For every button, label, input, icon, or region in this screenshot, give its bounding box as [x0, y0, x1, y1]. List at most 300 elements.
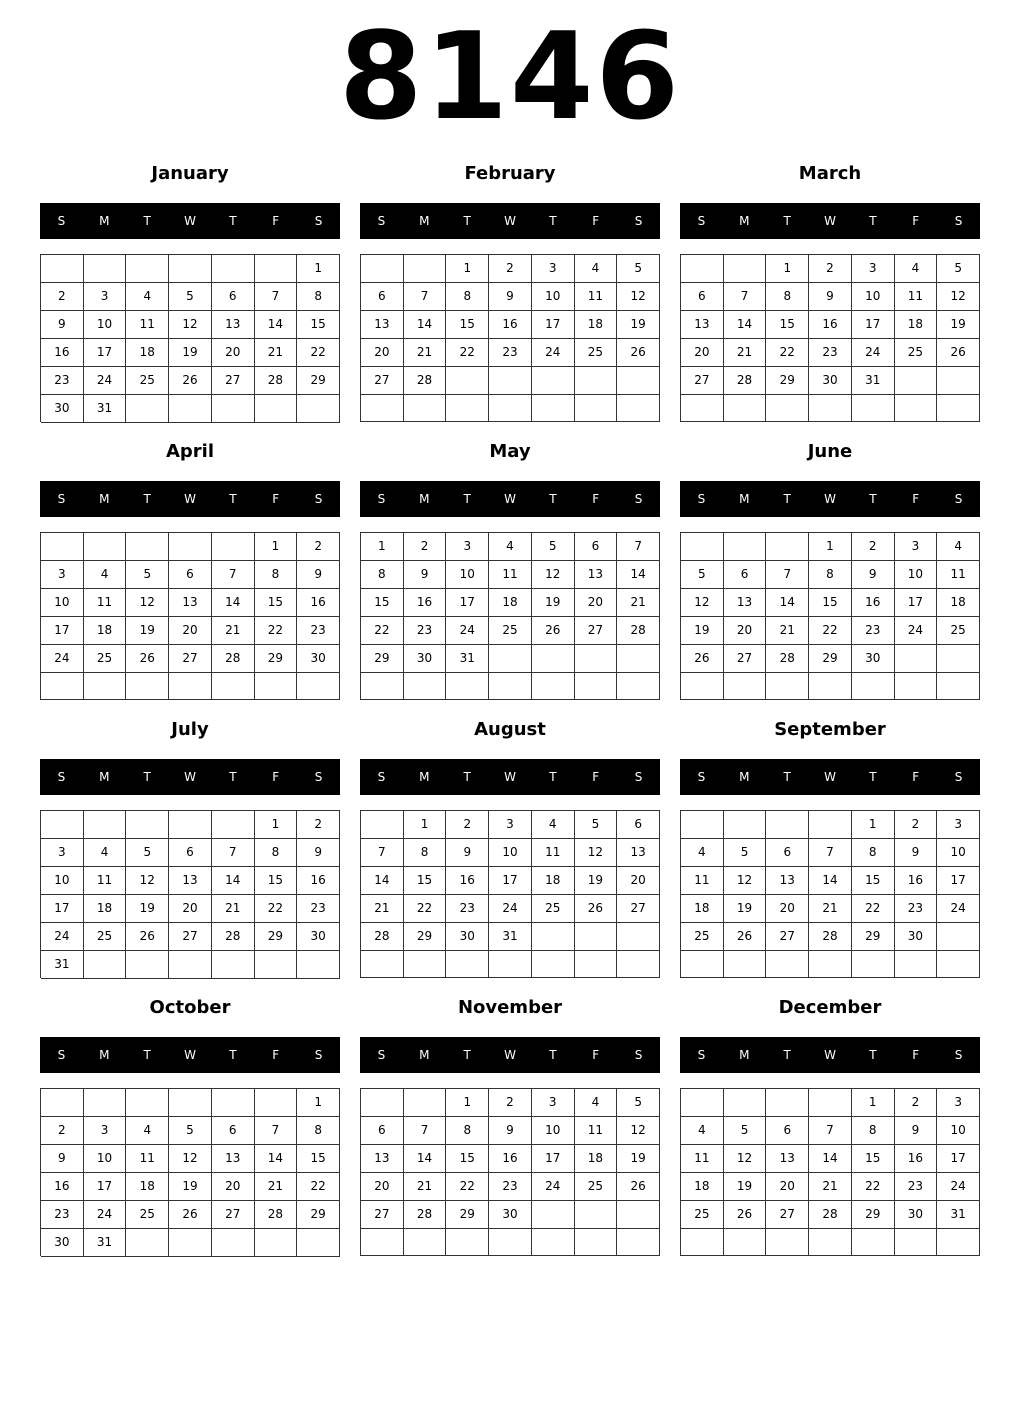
day-cell: 29: [297, 367, 340, 395]
empty-day-cell: [169, 255, 212, 283]
day-cell: 16: [297, 867, 340, 895]
day-cell: 20: [361, 339, 404, 367]
day-cell: 10: [489, 839, 532, 867]
day-cell: 26: [724, 923, 767, 951]
day-cell: 6: [681, 283, 724, 311]
empty-day-cell: [895, 951, 938, 978]
empty-day-cell: [724, 951, 767, 978]
day-cell: 11: [575, 1117, 618, 1145]
weekday-label: M: [739, 492, 750, 506]
day-cell: 20: [361, 1173, 404, 1201]
empty-day-cell: [446, 673, 489, 700]
weekday-label: T: [143, 214, 151, 228]
empty-day-cell: [404, 1229, 447, 1256]
day-cell: 25: [937, 617, 980, 645]
empty-day-cell: [766, 811, 809, 839]
day-cell: 25: [532, 895, 575, 923]
day-cell: 27: [361, 367, 404, 395]
weekday-label: S: [634, 214, 643, 228]
day-cell: 28: [361, 923, 404, 951]
weekday-label: M: [419, 1048, 430, 1062]
day-cell: 16: [895, 1145, 938, 1173]
day-cell: 19: [681, 617, 724, 645]
day-cell: 11: [575, 283, 618, 311]
day-cell: 7: [361, 839, 404, 867]
day-cell: 17: [446, 589, 489, 617]
empty-day-cell: [446, 395, 489, 422]
day-cell: 8: [852, 839, 895, 867]
day-cell: 1: [297, 255, 340, 283]
day-cell: 17: [895, 589, 938, 617]
empty-day-cell: [895, 1229, 938, 1256]
day-cell: 20: [212, 1173, 255, 1201]
weekday-label: S: [57, 770, 66, 784]
empty-day-cell: [169, 395, 212, 423]
day-cell: 21: [809, 895, 852, 923]
day-cell: 5: [126, 561, 169, 589]
weekday-label: T: [783, 1048, 791, 1062]
day-cell: 12: [617, 1117, 660, 1145]
day-cell: 14: [404, 1145, 447, 1173]
day-cell: 22: [852, 1173, 895, 1201]
day-cell: 26: [575, 895, 618, 923]
weekday-label: F: [912, 214, 920, 228]
month-name: April: [165, 441, 215, 462]
empty-day-cell: [766, 395, 809, 422]
day-cell: 5: [681, 561, 724, 589]
weekday-label: S: [377, 492, 386, 506]
day-grid: [680, 254, 980, 422]
day-cell: 23: [446, 895, 489, 923]
day-cell: 10: [852, 283, 895, 311]
empty-day-cell: [297, 395, 340, 423]
weekday-label: S: [697, 770, 706, 784]
day-cell: 5: [937, 255, 980, 283]
empty-day-cell: [575, 367, 618, 395]
day-cell: 7: [404, 1117, 447, 1145]
empty-day-cell: [681, 255, 724, 283]
day-cell: 26: [724, 1201, 767, 1229]
day-cell: 5: [169, 1117, 212, 1145]
day-cell: 18: [489, 589, 532, 617]
empty-day-cell: [84, 811, 127, 839]
day-cell: 28: [809, 923, 852, 951]
empty-day-cell: [852, 395, 895, 422]
weekday-label: F: [272, 214, 280, 228]
day-cell: 4: [937, 533, 980, 561]
day-grid: [360, 810, 660, 978]
empty-day-cell: [724, 395, 767, 422]
day-cell: 3: [532, 1089, 575, 1117]
day-cell: 25: [895, 339, 938, 367]
day-cell: 11: [126, 311, 169, 339]
day-cell: 20: [617, 867, 660, 895]
weekday-label: F: [912, 492, 920, 506]
day-cell: 10: [895, 561, 938, 589]
day-cell: 2: [41, 1117, 84, 1145]
day-cell: 6: [766, 839, 809, 867]
empty-day-cell: [446, 367, 489, 395]
day-cell: 31: [446, 645, 489, 673]
day-cell: 9: [489, 283, 532, 311]
weekday-label: M: [739, 214, 750, 228]
day-cell: 23: [41, 367, 84, 395]
day-cell: 16: [41, 339, 84, 367]
day-cell: 14: [766, 589, 809, 617]
day-cell: 15: [766, 311, 809, 339]
day-cell: 16: [446, 867, 489, 895]
empty-day-cell: [126, 1089, 169, 1117]
day-cell: 5: [617, 255, 660, 283]
day-cell: 13: [681, 311, 724, 339]
day-cell: 8: [766, 283, 809, 311]
day-grid: [680, 1088, 980, 1256]
empty-day-cell: [404, 1089, 447, 1117]
day-cell: 24: [937, 895, 980, 923]
day-cell: 6: [575, 533, 618, 561]
day-cell: 8: [297, 283, 340, 311]
weekday-label: W: [824, 770, 836, 784]
empty-day-cell: [617, 367, 660, 395]
empty-day-cell: [255, 951, 298, 979]
day-cell: 15: [297, 311, 340, 339]
weekday-label: T: [463, 492, 471, 506]
day-cell: 2: [489, 255, 532, 283]
day-cell: 4: [84, 561, 127, 589]
day-cell: 15: [446, 311, 489, 339]
weekday-label: M: [99, 492, 110, 506]
month-name: July: [171, 719, 209, 740]
day-grid: [360, 254, 660, 422]
day-cell: 5: [169, 283, 212, 311]
day-cell: 31: [489, 923, 532, 951]
empty-day-cell: [532, 951, 575, 978]
day-cell: 13: [169, 589, 212, 617]
day-cell: 25: [681, 1201, 724, 1229]
empty-day-cell: [617, 673, 660, 700]
weekday-label: M: [739, 770, 750, 784]
day-cell: 28: [617, 617, 660, 645]
day-cell: 24: [41, 923, 84, 951]
empty-day-cell: [404, 395, 447, 422]
day-cell: 9: [895, 1117, 938, 1145]
weekday-label: S: [954, 770, 963, 784]
empty-day-cell: [84, 533, 127, 561]
day-cell: 4: [489, 533, 532, 561]
empty-day-cell: [41, 673, 84, 700]
day-cell: 29: [255, 645, 298, 673]
day-cell: 25: [84, 923, 127, 951]
empty-day-cell: [297, 673, 340, 700]
day-cell: 20: [575, 589, 618, 617]
weekday-label: T: [229, 492, 237, 506]
day-cell: 19: [126, 617, 169, 645]
empty-day-cell: [724, 1229, 767, 1256]
empty-day-cell: [766, 533, 809, 561]
calendar-year-title: 8146: [339, 8, 681, 147]
day-cell: 6: [617, 811, 660, 839]
day-cell: 7: [212, 839, 255, 867]
day-cell: 22: [255, 617, 298, 645]
weekday-header: [360, 481, 660, 517]
day-cell: 31: [84, 395, 127, 423]
day-cell: 7: [724, 283, 767, 311]
empty-day-cell: [937, 951, 980, 978]
day-cell: 12: [681, 589, 724, 617]
weekday-label: S: [57, 1048, 66, 1062]
empty-day-cell: [212, 1229, 255, 1257]
day-cell: 19: [575, 867, 618, 895]
day-cell: 27: [575, 617, 618, 645]
empty-day-cell: [809, 811, 852, 839]
day-cell: 19: [169, 339, 212, 367]
empty-day-cell: [212, 255, 255, 283]
empty-day-cell: [212, 951, 255, 979]
empty-day-cell: [361, 395, 404, 422]
day-cell: 4: [681, 839, 724, 867]
day-cell: 2: [446, 811, 489, 839]
day-cell: 28: [404, 1201, 447, 1229]
day-cell: 1: [809, 533, 852, 561]
day-cell: 24: [937, 1173, 980, 1201]
weekday-label: S: [634, 1048, 643, 1062]
weekday-label: W: [504, 492, 516, 506]
empty-day-cell: [809, 1229, 852, 1256]
empty-day-cell: [575, 673, 618, 700]
month-july: [40, 715, 340, 980]
weekday-header: [360, 203, 660, 239]
weekday-label: W: [184, 214, 196, 228]
weekday-header: [680, 759, 980, 795]
day-cell: 25: [489, 617, 532, 645]
weekday-header: [40, 481, 340, 517]
empty-day-cell: [41, 255, 84, 283]
day-cell: 27: [169, 645, 212, 673]
day-cell: 7: [212, 561, 255, 589]
day-cell: 21: [766, 617, 809, 645]
day-cell: 14: [361, 867, 404, 895]
empty-day-cell: [681, 1089, 724, 1117]
day-cell: 22: [446, 1173, 489, 1201]
weekday-label: T: [869, 492, 877, 506]
empty-day-cell: [766, 1089, 809, 1117]
empty-day-cell: [532, 1229, 575, 1256]
day-cell: 7: [809, 1117, 852, 1145]
weekday-label: S: [314, 1048, 323, 1062]
empty-day-cell: [937, 1229, 980, 1256]
month-name: May: [489, 441, 531, 462]
day-cell: 4: [532, 811, 575, 839]
day-grid: [40, 810, 340, 978]
weekday-label: F: [272, 492, 280, 506]
month-may: [360, 437, 660, 702]
empty-day-cell: [361, 951, 404, 978]
day-cell: 22: [852, 895, 895, 923]
day-grid: [360, 532, 660, 700]
day-cell: 11: [84, 867, 127, 895]
day-cell: 13: [212, 1145, 255, 1173]
empty-day-cell: [937, 645, 980, 673]
empty-day-cell: [255, 673, 298, 700]
weekday-header: [680, 481, 980, 517]
day-cell: 1: [255, 811, 298, 839]
empty-day-cell: [681, 395, 724, 422]
day-cell: 3: [937, 1089, 980, 1117]
empty-day-cell: [212, 533, 255, 561]
empty-day-cell: [84, 673, 127, 700]
weekday-label: F: [272, 1048, 280, 1062]
weekday-label: M: [99, 1048, 110, 1062]
day-cell: 30: [809, 367, 852, 395]
day-cell: 25: [84, 645, 127, 673]
day-cell: 12: [126, 589, 169, 617]
weekday-header: [40, 203, 340, 239]
empty-day-cell: [41, 1089, 84, 1117]
empty-day-cell: [617, 1201, 660, 1229]
day-cell: 18: [575, 311, 618, 339]
day-cell: 18: [532, 867, 575, 895]
day-cell: 28: [212, 645, 255, 673]
day-cell: 16: [489, 1145, 532, 1173]
day-cell: 21: [212, 895, 255, 923]
day-cell: 23: [489, 339, 532, 367]
day-cell: 24: [446, 617, 489, 645]
day-cell: 12: [532, 561, 575, 589]
weekday-label: T: [229, 214, 237, 228]
weekday-label: S: [954, 1048, 963, 1062]
weekday-label: T: [549, 214, 557, 228]
empty-day-cell: [681, 811, 724, 839]
weekday-header: [40, 1037, 340, 1073]
weekday-label: F: [592, 770, 600, 784]
empty-day-cell: [617, 951, 660, 978]
day-cell: 15: [361, 589, 404, 617]
day-cell: 7: [404, 283, 447, 311]
day-cell: 2: [297, 811, 340, 839]
weekday-label: T: [549, 770, 557, 784]
day-cell: 17: [41, 895, 84, 923]
day-cell: 9: [41, 311, 84, 339]
empty-day-cell: [681, 673, 724, 700]
day-cell: 23: [489, 1173, 532, 1201]
empty-day-cell: [724, 255, 767, 283]
weekday-header: [360, 1037, 660, 1073]
day-cell: 27: [681, 367, 724, 395]
day-cell: 16: [297, 589, 340, 617]
day-cell: 12: [126, 867, 169, 895]
day-cell: 30: [41, 395, 84, 423]
day-cell: 23: [809, 339, 852, 367]
weekday-label: T: [143, 770, 151, 784]
day-cell: 11: [84, 589, 127, 617]
day-cell: 5: [575, 811, 618, 839]
day-cell: 22: [255, 895, 298, 923]
day-cell: 5: [724, 839, 767, 867]
month-april: [40, 437, 340, 702]
day-cell: 22: [404, 895, 447, 923]
day-cell: 19: [937, 311, 980, 339]
month-december: [680, 993, 980, 1258]
day-cell: 12: [937, 283, 980, 311]
day-cell: 25: [126, 367, 169, 395]
empty-day-cell: [255, 395, 298, 423]
empty-day-cell: [212, 673, 255, 700]
day-cell: 6: [361, 1117, 404, 1145]
empty-day-cell: [724, 533, 767, 561]
empty-day-cell: [489, 1229, 532, 1256]
weekday-label: F: [912, 770, 920, 784]
empty-day-cell: [489, 645, 532, 673]
day-cell: 30: [297, 923, 340, 951]
day-cell: 26: [937, 339, 980, 367]
day-cell: 27: [212, 367, 255, 395]
day-cell: 21: [404, 339, 447, 367]
day-cell: 2: [809, 255, 852, 283]
day-cell: 24: [84, 1201, 127, 1229]
day-cell: 12: [575, 839, 618, 867]
day-cell: 22: [809, 617, 852, 645]
day-cell: 14: [809, 867, 852, 895]
day-cell: 26: [126, 923, 169, 951]
day-cell: 18: [126, 339, 169, 367]
day-cell: 21: [809, 1173, 852, 1201]
day-cell: 10: [41, 589, 84, 617]
empty-day-cell: [937, 923, 980, 951]
day-cell: 2: [297, 533, 340, 561]
day-cell: 24: [532, 1173, 575, 1201]
day-cell: 23: [852, 617, 895, 645]
weekday-label: W: [184, 492, 196, 506]
weekday-label: M: [419, 770, 430, 784]
day-cell: 3: [937, 811, 980, 839]
day-cell: 26: [126, 645, 169, 673]
day-cell: 26: [169, 1201, 212, 1229]
day-cell: 31: [41, 951, 84, 979]
day-cell: 10: [84, 311, 127, 339]
empty-day-cell: [809, 1089, 852, 1117]
day-cell: 1: [361, 533, 404, 561]
month-march: [680, 159, 980, 424]
day-cell: 11: [895, 283, 938, 311]
day-cell: 15: [446, 1145, 489, 1173]
day-cell: 6: [361, 283, 404, 311]
day-cell: 1: [766, 255, 809, 283]
day-cell: 29: [766, 367, 809, 395]
day-cell: 20: [681, 339, 724, 367]
empty-day-cell: [617, 395, 660, 422]
empty-day-cell: [212, 811, 255, 839]
empty-day-cell: [937, 367, 980, 395]
day-cell: 18: [937, 589, 980, 617]
empty-day-cell: [724, 673, 767, 700]
day-cell: 30: [489, 1201, 532, 1229]
empty-day-cell: [575, 951, 618, 978]
weekday-label: S: [954, 492, 963, 506]
empty-day-cell: [126, 533, 169, 561]
day-grid: [40, 532, 340, 700]
month-november: [360, 993, 660, 1258]
day-cell: 3: [41, 561, 84, 589]
day-cell: 21: [212, 617, 255, 645]
day-cell: 26: [617, 1173, 660, 1201]
day-cell: 15: [255, 867, 298, 895]
empty-day-cell: [169, 951, 212, 979]
day-cell: 11: [126, 1145, 169, 1173]
day-cell: 28: [255, 367, 298, 395]
day-cell: 17: [84, 1173, 127, 1201]
empty-day-cell: [255, 1229, 298, 1257]
month-name: December: [778, 997, 882, 1018]
